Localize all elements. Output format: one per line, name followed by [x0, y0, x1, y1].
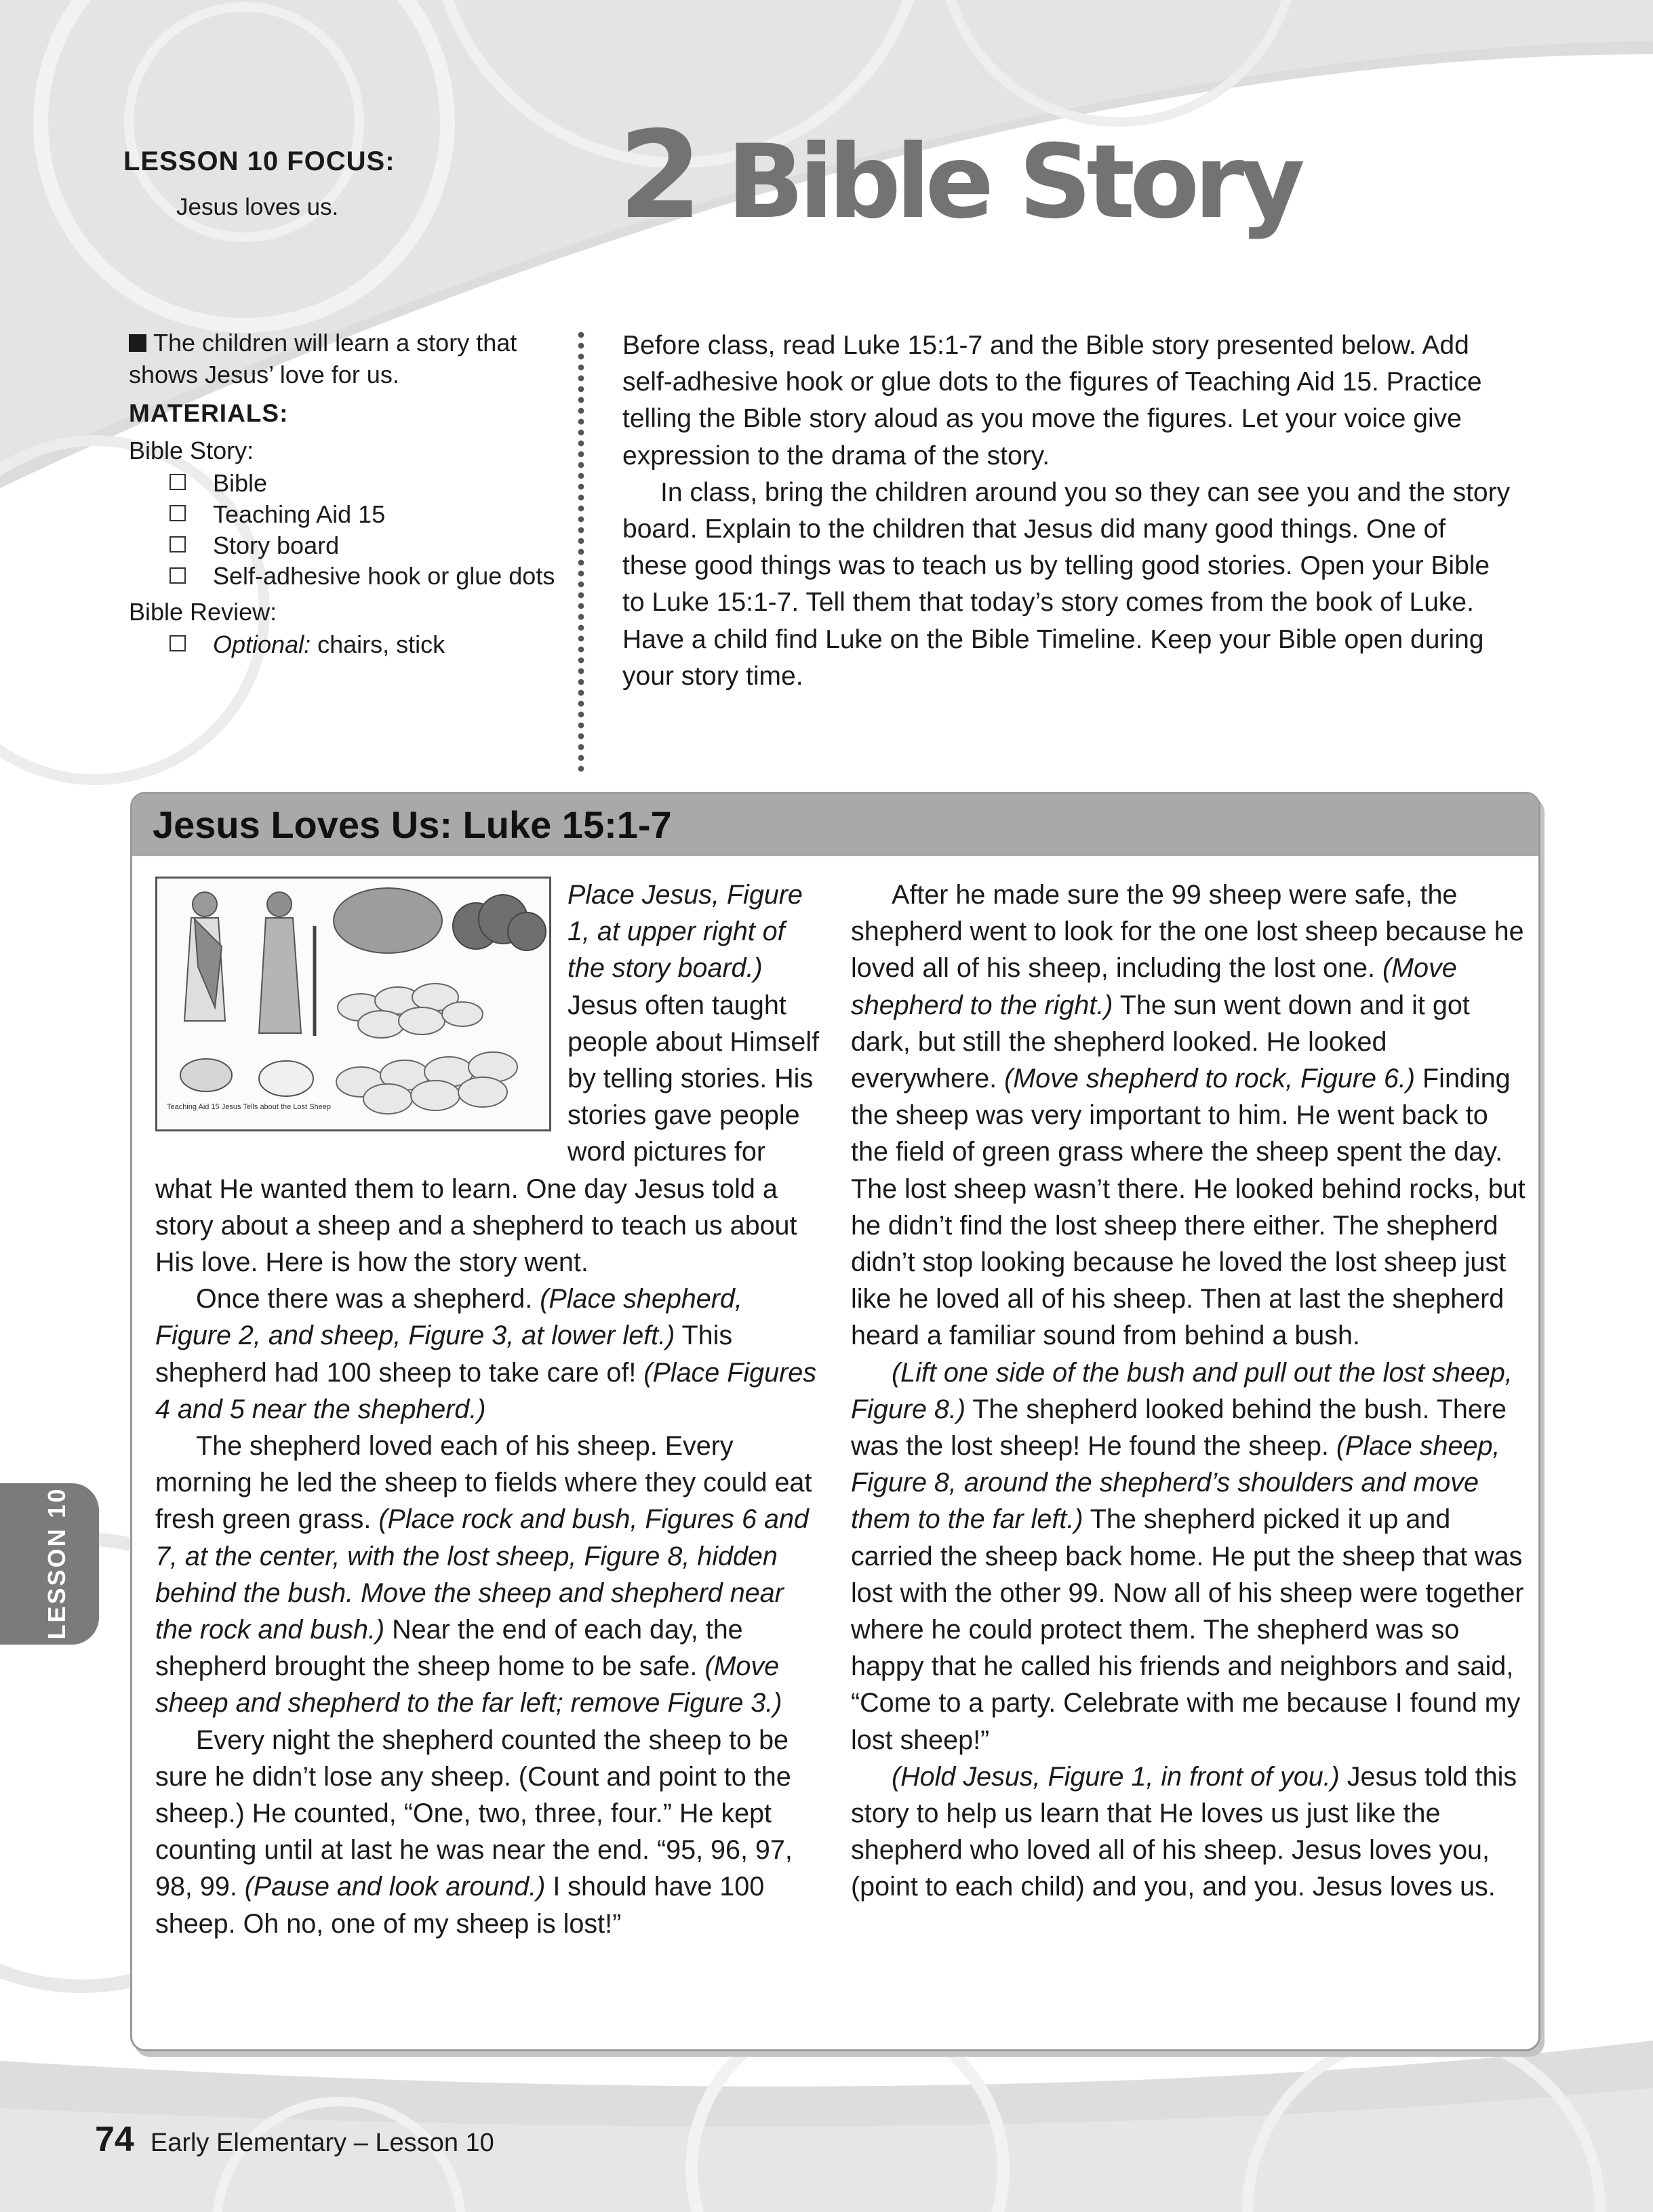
objective-text: The children will learn a story that shows Jesus’ love for us.: [129, 329, 517, 388]
story-paragraph: Once there was a shepherd. (Place shepherd, Figure 2, and sheep, Figure 3, at lower left.) This shepherd had 100 sheep to take care of! (Place Figures 4 and 5 near the shepherd.): [155, 1284, 816, 1424]
story-paragraph: After he made sure the 99 sheep were safe, the shepherd went to look for the one lost sheep because he loved all of his sheep, including the lost one. (Move shepherd to the right.) The sun went down and it got dark, but still the shepherd looked. He looked everywhere. (Move shepherd to rock, Figure 6.) Finding the sheep was very important to him. He went back to the field of green grass where the sheep spent the day. The lost sheep wasn’t there. He looked behind rocks, but he didn’t find the lost sheep there either. The shepherd didn’t stop looking because he loved the lost sheep just like he loved all of his sheep. Then at last the shepherd heard a familiar sound from behind a bush.: [851, 880, 1526, 1351]
page-number: 74: [95, 2120, 134, 2159]
lesson-side-tab: [0, 1483, 99, 1645]
checkbox-icon: [170, 635, 186, 651]
story-column-right: [851, 877, 1529, 1906]
story-box: [130, 792, 1540, 2051]
story-column-left: [155, 877, 820, 1942]
story-title: Jesus Loves Us: Luke 15:1-7: [153, 803, 672, 846]
bible-story-materials-list: [129, 468, 563, 590]
material-item: Story board: [170, 531, 563, 560]
section-number: 2: [618, 105, 700, 245]
story-paragraph: (Lift one side of the bush and pull out the lost sheep, Figure 8.) The shepherd looked behind the bush. There was the lost sheep! He found the sheep. (Place sheep, Figure 8, around the shepherd’s shoulders and move them to the far left.) The shepherd picked it up and carried the sheep back home. He put the sheep that was lost with the other 99. Now all of his sheep were together where he could protect them. The shepherd was so happy that he called his friends and neighbors and said, “Come to a party. Celebrate with me because I found my lost sheep!”: [851, 1357, 1524, 1755]
story-paragraph: Place Jesus, Figure 1, at upper right of the story board.) Jesus often taught people about Himself by telling stories. His stories gave people word pictures for what He wanted them to learn. One day Jesus told a story about a sheep and a shepherd to teach us about His love. Here is how the story went.: [155, 880, 820, 1278]
figure-caption: Teaching Aid 15 Jesus Tells about the Lost Sheep: [167, 1103, 331, 1111]
section-title: [618, 105, 1300, 245]
lesson-focus-text: Jesus loves us.: [176, 194, 339, 220]
material-item: Optional: chairs, stick: [170, 630, 563, 659]
checkbox-icon: [170, 536, 186, 552]
checkbox-icon: [170, 474, 186, 490]
story-paragraph: Every night the shepherd counted the sheep to be sure he didn’t lose any sheep. (Count and point to the sheep.) He counted, “One, two, three, four.” He kept counting until at last he was near the end. “95, 96, 97, 98, 99. (Pause and look around.) I should have 100 sheep. Oh no, one of my sheep is lost!”: [155, 1725, 793, 1939]
page-footer: [95, 2119, 494, 2160]
checkbox-icon: [170, 567, 186, 584]
objective: [129, 327, 563, 390]
footer-text: Early Elementary – Lesson 10: [150, 2129, 494, 2157]
bible-review-materials-list: [129, 630, 563, 659]
material-item: Bible: [170, 468, 563, 498]
section-title-text: Bible Story: [726, 123, 1300, 241]
story-header: [132, 794, 1538, 856]
material-item: Teaching Aid 15: [170, 500, 563, 529]
story-paragraph: The shepherd loved each of his sheep. Every morning he led the sheep to fields where they could eat fresh green grass. (Place rock and bush, Figures 6 and 7, at the center, with the lost sheep, Figure 8, hidden behind the bush. Move the sheep and shepherd near the rock and bush.) Near the end of each day, the shepherd brought the sheep home to be safe. (Move sheep and shepherd to the far left; remove Figure 3.): [155, 1431, 812, 1718]
teaching-aid-illustration: [157, 879, 549, 1129]
lesson-focus-heading: LESSON 10 FOCUS:: [123, 146, 395, 176]
bible-review-label: Bible Review:: [129, 598, 277, 626]
material-item: Self-adhesive hook or glue dots: [170, 562, 563, 590]
checkbox-icon: [170, 505, 186, 521]
lesson-side-tab-label: LESSON 10: [43, 1487, 71, 1640]
bible-story-label: Bible Story:: [129, 437, 254, 464]
story-paragraph: (Hold Jesus, Figure 1, in front of you.) Jesus told this story to help us learn that He loves us just like the shepherd who loved all of his sheep. Jesus loves you, (point to each child) and you, and you. Jesus loves us.: [851, 1761, 1517, 1902]
teacher-instructions: [622, 327, 1517, 695]
instruction-paragraph: In class, bring the children around you so they can see you and the story board. Explain to the children that Jesus did many good things. One of these good things was to teach us by telling good stories. Open your Bible to Luke 15:1-7. Tell them that today’s story comes from the book of Luke. Have a child find Luke on the Bible Timeline. Keep your Bible open during your story time.: [622, 477, 1511, 691]
materials-column: [129, 327, 563, 661]
teaching-aid-figure: [155, 877, 551, 1131]
materials-heading: MATERIALS:: [129, 399, 289, 427]
instruction-paragraph: Before class, read Luke 15:1-7 and the Bible story presented below. Add self-adhesive hook or glue dots to the figures of Teaching Aid 15. Practice telling the Bible story aloud as you move the figures. Let your voice give expression to the drama of the story.: [622, 331, 1482, 470]
bullet-square-icon: [129, 334, 146, 352]
dotted-divider: [578, 329, 584, 774]
